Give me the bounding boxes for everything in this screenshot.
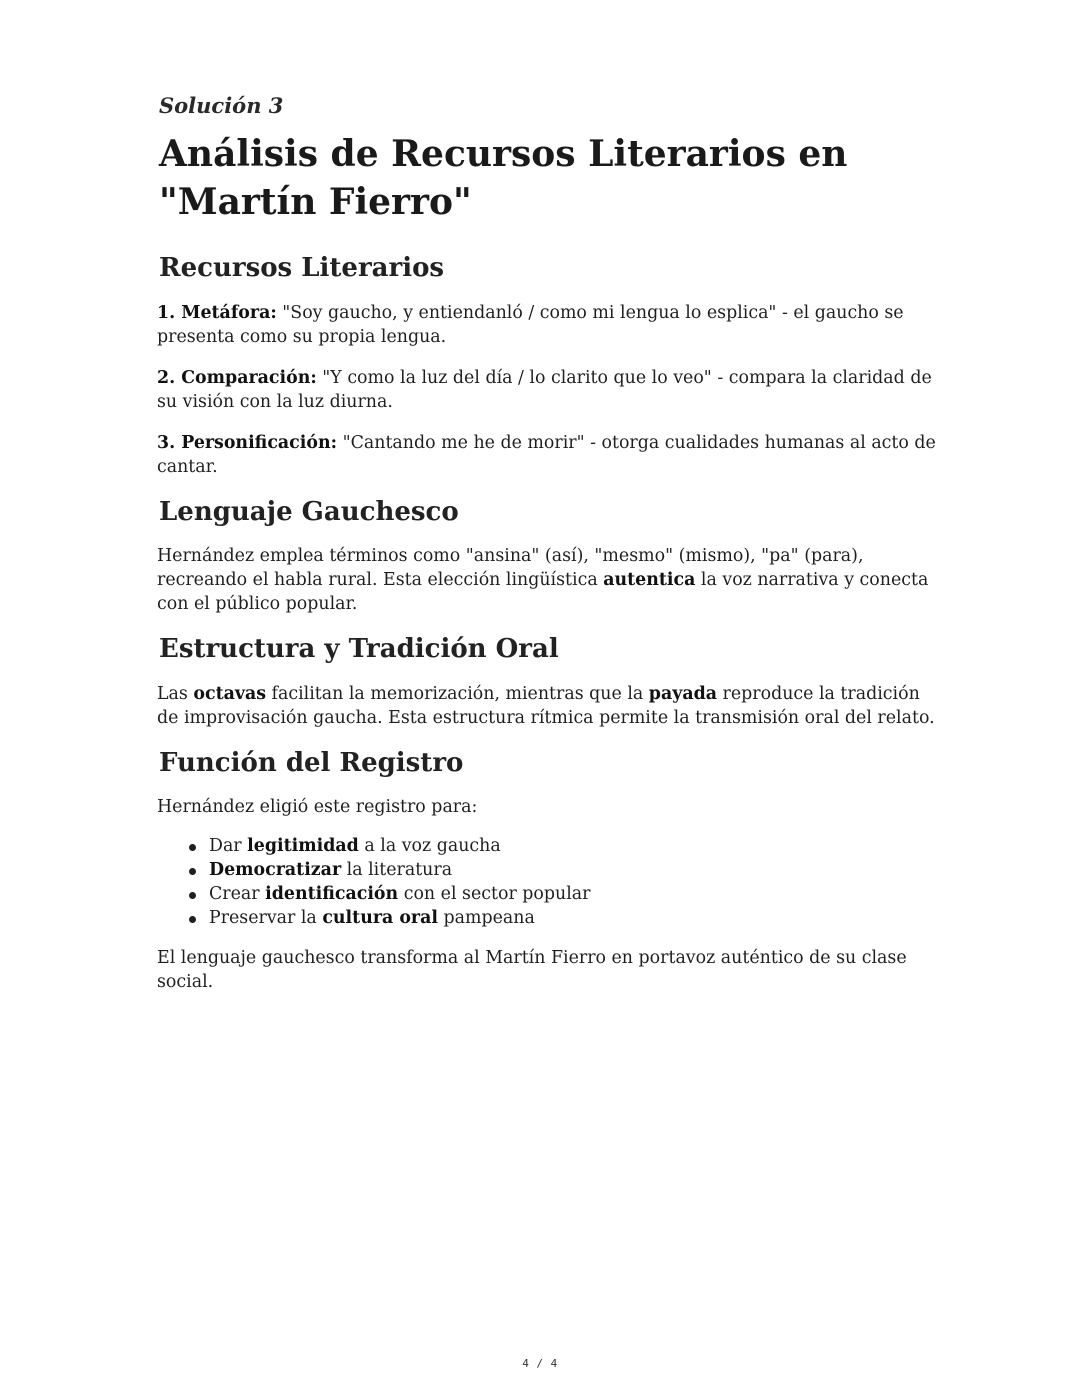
- lenguaje-bold: autentica: [603, 570, 696, 591]
- section-lenguaje-gauchesco: [157, 496, 937, 617]
- bullet-text: Dar: [209, 836, 248, 857]
- list-item: [187, 834, 937, 858]
- bullet-text: Preservar la: [209, 908, 323, 929]
- bullet-dot-icon: [189, 868, 196, 875]
- recurso-term: 1. Metáfora:: [157, 302, 277, 323]
- bullet-bold: Democratizar: [209, 860, 342, 881]
- page-indicator: 4 / 4: [522, 1357, 558, 1370]
- bullet-dot-icon: [189, 916, 196, 923]
- page-title: Análisis de Recursos Literarios en "Martín Fierro": [159, 133, 848, 223]
- section-recursos-literarios: [157, 252, 937, 479]
- recurso-personificacion: [157, 431, 937, 479]
- bullet-bold: cultura oral: [322, 908, 438, 929]
- recurso-term: 3. Personificación:: [157, 432, 338, 453]
- funcion-conclusion: El lenguaje gauchesco transforma al Martín Fierro en portavoz auténtico de su clase social.: [157, 948, 907, 993]
- lenguaje-paragraph: [157, 544, 937, 616]
- estructura-paragraph: [157, 682, 937, 730]
- recurso-metafora: [157, 301, 937, 349]
- solution-label: Solución 3: [159, 93, 284, 118]
- bullet-bold: legitimidad: [247, 836, 359, 857]
- section-heading-recursos: Recursos Literarios: [159, 253, 445, 284]
- bullet-text: a la voz gaucha: [358, 836, 501, 857]
- funcion-bullet-list: [157, 834, 937, 930]
- estructura-text: facilitan la memorización, mientras que la: [266, 683, 649, 704]
- recurso-text: "Soy gaucho, y entiendanló / como mi lengua lo esplica" - el gaucho se presenta como su propia lengua.: [157, 302, 904, 347]
- list-item: [187, 882, 937, 906]
- bullet-dot-icon: [189, 892, 196, 899]
- bullet-text: con el sector popular: [398, 884, 591, 905]
- bullet-text: pampeana: [437, 908, 535, 929]
- estructura-bold-octavas: octavas: [193, 683, 267, 704]
- recurso-comparacion: [157, 366, 937, 414]
- recurso-text: "Y como la luz del día / lo clarito que lo veo" - compara la claridad de su visión con la luz diurna.: [157, 367, 932, 412]
- recurso-text: "Cantando me he de morir" - otorga cualidades humanas al acto de cantar.: [157, 432, 936, 477]
- recurso-term: 2. Comparación:: [157, 367, 317, 388]
- bullet-text: la literatura: [341, 860, 453, 881]
- lenguaje-text-after: la voz narrativa y conecta con el público popular.: [157, 570, 929, 615]
- section-funcion: [157, 747, 937, 995]
- estructura-text: reproduce la tradición de improvisación gaucha. Esta estructura rítmica permite la transmisión oral del relato.: [157, 683, 935, 728]
- section-heading-funcion: Función del Registro: [159, 747, 464, 778]
- bullet-dot-icon: [189, 844, 196, 851]
- bullet-text: Crear: [209, 884, 266, 905]
- lenguaje-text-before: Hernández emplea términos como "ansina" (así), "mesmo" (mismo), "pa" (para), recreando el habla rural. Esta elección lingüística: [157, 546, 864, 591]
- section-heading-lenguaje: Lenguaje Gauchesco: [159, 496, 459, 527]
- section-estructura: [157, 633, 937, 730]
- document-page: [157, 92, 937, 1011]
- list-item: [187, 906, 937, 930]
- list-item: [187, 858, 937, 882]
- section-heading-estructura: Estructura y Tradición Oral: [159, 634, 559, 665]
- funcion-intro: Hernández eligió este registro para:: [157, 797, 478, 818]
- estructura-text: Las: [157, 683, 194, 704]
- bullet-bold: identificación: [265, 884, 399, 905]
- estructura-bold-payada: payada: [648, 683, 718, 704]
